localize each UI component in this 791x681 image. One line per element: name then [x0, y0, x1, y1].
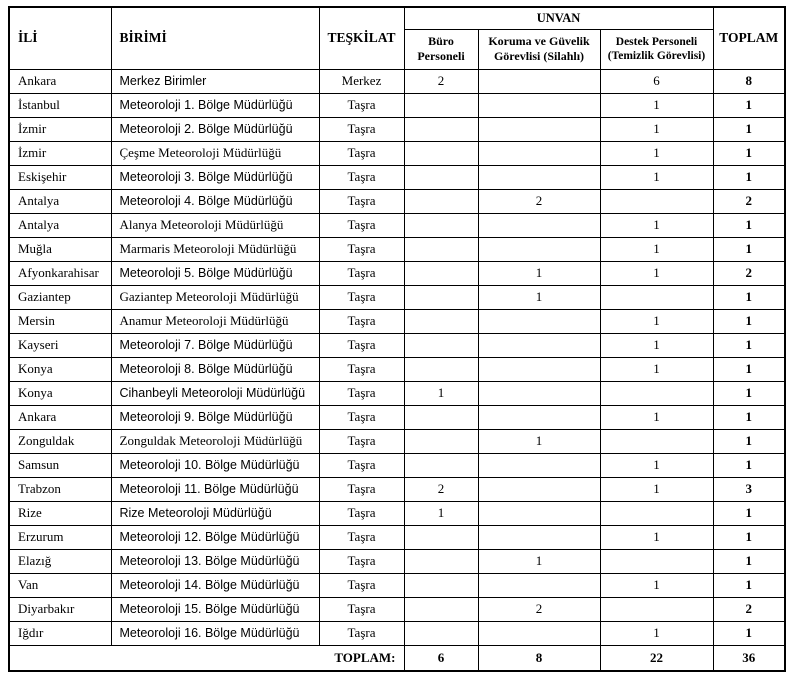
- header-toplam: TOPLAM: [713, 7, 785, 69]
- cell-teskilat: Taşra: [319, 453, 404, 477]
- cell-ili: Gaziantep: [9, 285, 111, 309]
- cell-ili: Mersin: [9, 309, 111, 333]
- cell-teskilat: Taşra: [319, 477, 404, 501]
- cell-koruma: [478, 333, 600, 357]
- cell-destek: [600, 549, 713, 573]
- cell-ili: Antalya: [9, 213, 111, 237]
- cell-koruma: [478, 405, 600, 429]
- cell-buro: [404, 285, 478, 309]
- cell-toplam: 1: [713, 621, 785, 645]
- cell-buro: [404, 621, 478, 645]
- cell-buro: [404, 189, 478, 213]
- cell-destek: [600, 285, 713, 309]
- cell-ili: Van: [9, 573, 111, 597]
- cell-ili: Afyonkarahisar: [9, 261, 111, 285]
- table-row: [9, 405, 785, 429]
- cell-buro: [404, 261, 478, 285]
- cell-buro: 1: [404, 381, 478, 405]
- cell-koruma: [478, 93, 600, 117]
- cell-koruma: [478, 477, 600, 501]
- cell-koruma: [478, 165, 600, 189]
- cell-buro: [404, 405, 478, 429]
- cell-koruma: [478, 381, 600, 405]
- cell-birimi: Meteoroloji 2. Bölge Müdürlüğü: [111, 117, 319, 141]
- cell-destek: 1: [600, 333, 713, 357]
- cell-ili: Samsun: [9, 453, 111, 477]
- cell-toplam: 1: [713, 141, 785, 165]
- cell-teskilat: Taşra: [319, 597, 404, 621]
- total-label: TOPLAM:: [9, 645, 404, 671]
- cell-koruma: [478, 141, 600, 165]
- table-row: [9, 189, 785, 213]
- table-row: [9, 333, 785, 357]
- cell-koruma: [478, 117, 600, 141]
- cell-buro: [404, 597, 478, 621]
- cell-birimi: Marmaris Meteoroloji Müdürlüğü: [111, 237, 319, 261]
- cell-koruma: 1: [478, 549, 600, 573]
- cell-teskilat: Taşra: [319, 525, 404, 549]
- cell-birimi: Meteoroloji 15. Bölge Müdürlüğü: [111, 597, 319, 621]
- cell-toplam: 1: [713, 309, 785, 333]
- header-unvan: UNVAN: [404, 7, 713, 29]
- cell-toplam: 1: [713, 429, 785, 453]
- total-koruma: 8: [478, 645, 600, 671]
- total-row: [9, 645, 785, 671]
- cell-buro: [404, 357, 478, 381]
- cell-destek: 1: [600, 237, 713, 261]
- cell-koruma: [478, 621, 600, 645]
- total-destek: 22: [600, 645, 713, 671]
- cell-toplam: 1: [713, 165, 785, 189]
- cell-teskilat: Taşra: [319, 501, 404, 525]
- cell-birimi: Meteoroloji 13. Bölge Müdürlüğü: [111, 549, 319, 573]
- cell-toplam: 3: [713, 477, 785, 501]
- cell-birimi: Meteoroloji 14. Bölge Müdürlüğü: [111, 573, 319, 597]
- cell-destek: [600, 381, 713, 405]
- cell-destek: 6: [600, 69, 713, 93]
- cell-teskilat: Taşra: [319, 381, 404, 405]
- cell-teskilat: Taşra: [319, 93, 404, 117]
- header-koruma-guvenlik: Koruma ve Güvelik Görevlisi (Silahlı): [478, 29, 600, 69]
- cell-birimi: Çeşme Meteoroloji Müdürlüğü: [111, 141, 319, 165]
- cell-destek: [600, 429, 713, 453]
- cell-birimi: Meteoroloji 11. Bölge Müdürlüğü: [111, 477, 319, 501]
- cell-toplam: 1: [713, 501, 785, 525]
- cell-destek: 1: [600, 117, 713, 141]
- cell-buro: [404, 141, 478, 165]
- cell-toplam: 2: [713, 597, 785, 621]
- table-row: [9, 597, 785, 621]
- cell-ili: Eskişehir: [9, 165, 111, 189]
- cell-toplam: 1: [713, 93, 785, 117]
- table-row: [9, 501, 785, 525]
- cell-teskilat: Taşra: [319, 405, 404, 429]
- table-row: [9, 285, 785, 309]
- table-row: [9, 357, 785, 381]
- header-buro-personeli: Büro Personeli: [404, 29, 478, 69]
- cell-ili: İzmir: [9, 141, 111, 165]
- cell-koruma: [478, 357, 600, 381]
- cell-birimi: Meteoroloji 12. Bölge Müdürlüğü: [111, 525, 319, 549]
- cell-destek: 1: [600, 453, 713, 477]
- cell-teskilat: Taşra: [319, 429, 404, 453]
- cell-destek: 1: [600, 621, 713, 645]
- cell-toplam: 1: [713, 357, 785, 381]
- cell-birimi: Cihanbeyli Meteoroloji Müdürlüğü: [111, 381, 319, 405]
- cell-teskilat: Merkez: [319, 69, 404, 93]
- cell-ili: Diyarbakır: [9, 597, 111, 621]
- cell-teskilat: Taşra: [319, 213, 404, 237]
- cell-ili: Ankara: [9, 405, 111, 429]
- cell-destek: 1: [600, 477, 713, 501]
- cell-buro: [404, 333, 478, 357]
- cell-koruma: [478, 213, 600, 237]
- cell-toplam: 1: [713, 573, 785, 597]
- table-row: [9, 525, 785, 549]
- cell-buro: [404, 93, 478, 117]
- cell-buro: [404, 549, 478, 573]
- header-destek-personeli: Destek Personeli (Temizlik Görevlisi): [600, 29, 713, 69]
- cell-destek: [600, 501, 713, 525]
- header-birimi: BİRİMİ: [111, 7, 319, 69]
- table-row: [9, 381, 785, 405]
- table-row: [9, 573, 785, 597]
- cell-koruma: [478, 237, 600, 261]
- cell-ili: Trabzon: [9, 477, 111, 501]
- cell-teskilat: Taşra: [319, 357, 404, 381]
- cell-buro: [404, 309, 478, 333]
- cell-ili: Antalya: [9, 189, 111, 213]
- table-row: [9, 213, 785, 237]
- cell-teskilat: Taşra: [319, 117, 404, 141]
- table-row: [9, 309, 785, 333]
- cell-buro: [404, 429, 478, 453]
- cell-birimi: Meteoroloji 7. Bölge Müdürlüğü: [111, 333, 319, 357]
- cell-ili: Erzurum: [9, 525, 111, 549]
- table-row: [9, 117, 785, 141]
- cell-toplam: 1: [713, 405, 785, 429]
- cell-ili: Rize: [9, 501, 111, 525]
- table-row: [9, 93, 785, 117]
- cell-toplam: 8: [713, 69, 785, 93]
- table-row: [9, 69, 785, 93]
- cell-destek: 1: [600, 573, 713, 597]
- table-row: [9, 261, 785, 285]
- table-body: [9, 69, 785, 645]
- cell-toplam: 1: [713, 525, 785, 549]
- header-ili: İLİ: [9, 7, 111, 69]
- cell-teskilat: Taşra: [319, 261, 404, 285]
- table-row: [9, 621, 785, 645]
- cell-birimi: Meteoroloji 1. Bölge Müdürlüğü: [111, 93, 319, 117]
- cell-buro: [404, 237, 478, 261]
- cell-teskilat: Taşra: [319, 285, 404, 309]
- cell-buro: 2: [404, 477, 478, 501]
- cell-koruma: 1: [478, 429, 600, 453]
- cell-toplam: 1: [713, 213, 785, 237]
- cell-buro: 1: [404, 501, 478, 525]
- header-teskilat: TEŞKİLAT: [319, 7, 404, 69]
- cell-koruma: 2: [478, 189, 600, 213]
- cell-ili: İzmir: [9, 117, 111, 141]
- cell-teskilat: Taşra: [319, 573, 404, 597]
- cell-toplam: 1: [713, 117, 785, 141]
- cell-buro: [404, 165, 478, 189]
- cell-ili: Zonguldak: [9, 429, 111, 453]
- cell-buro: [404, 573, 478, 597]
- cell-birimi: Meteoroloji 10. Bölge Müdürlüğü: [111, 453, 319, 477]
- cell-toplam: 1: [713, 333, 785, 357]
- table-row: [9, 453, 785, 477]
- cell-koruma: [478, 525, 600, 549]
- cell-teskilat: Taşra: [319, 141, 404, 165]
- cell-ili: Iğdır: [9, 621, 111, 645]
- cell-ili: Muğla: [9, 237, 111, 261]
- cell-destek: 1: [600, 165, 713, 189]
- cell-buro: 2: [404, 69, 478, 93]
- table-row: [9, 237, 785, 261]
- cell-teskilat: Taşra: [319, 333, 404, 357]
- total-toplam: 36: [713, 645, 785, 671]
- cell-ili: Ankara: [9, 69, 111, 93]
- cell-ili: Konya: [9, 357, 111, 381]
- cell-birimi: Meteoroloji 9. Bölge Müdürlüğü: [111, 405, 319, 429]
- cell-koruma: [478, 453, 600, 477]
- cell-toplam: 1: [713, 237, 785, 261]
- cell-toplam: 2: [713, 189, 785, 213]
- table-footer: [9, 645, 785, 671]
- cell-destek: 1: [600, 525, 713, 549]
- cell-destek: 1: [600, 309, 713, 333]
- cell-ili: İstanbul: [9, 93, 111, 117]
- table-row: [9, 165, 785, 189]
- table-row: [9, 141, 785, 165]
- total-buro: 6: [404, 645, 478, 671]
- cell-toplam: 1: [713, 453, 785, 477]
- cell-toplam: 1: [713, 285, 785, 309]
- cell-destek: 1: [600, 261, 713, 285]
- cell-birimi: Meteoroloji 5. Bölge Müdürlüğü: [111, 261, 319, 285]
- cell-teskilat: Taşra: [319, 309, 404, 333]
- cell-birimi: Merkez Birimler: [111, 69, 319, 93]
- cell-koruma: [478, 309, 600, 333]
- cell-ili: Kayseri: [9, 333, 111, 357]
- cell-birimi: Gaziantep Meteoroloji Müdürlüğü: [111, 285, 319, 309]
- cell-birimi: Meteoroloji 8. Bölge Müdürlüğü: [111, 357, 319, 381]
- cell-birimi: Zonguldak Meteoroloji Müdürlüğü: [111, 429, 319, 453]
- cell-destek: [600, 189, 713, 213]
- cell-toplam: 1: [713, 549, 785, 573]
- cell-teskilat: Taşra: [319, 237, 404, 261]
- cell-birimi: Alanya Meteoroloji Müdürlüğü: [111, 213, 319, 237]
- cell-koruma: 1: [478, 261, 600, 285]
- cell-koruma: [478, 69, 600, 93]
- cell-koruma: [478, 573, 600, 597]
- cell-teskilat: Taşra: [319, 165, 404, 189]
- cell-teskilat: Taşra: [319, 621, 404, 645]
- table-row: [9, 549, 785, 573]
- personnel-table: [8, 6, 786, 672]
- cell-birimi: Meteoroloji 16. Bölge Müdürlüğü: [111, 621, 319, 645]
- cell-teskilat: Taşra: [319, 189, 404, 213]
- cell-koruma: 2: [478, 597, 600, 621]
- cell-birimi: Meteoroloji 4. Bölge Müdürlüğü: [111, 189, 319, 213]
- table-row: [9, 429, 785, 453]
- cell-destek: 1: [600, 357, 713, 381]
- cell-destek: [600, 597, 713, 621]
- cell-toplam: 1: [713, 381, 785, 405]
- table-row: [9, 477, 785, 501]
- header-row-1: [9, 7, 785, 29]
- cell-toplam: 2: [713, 261, 785, 285]
- cell-koruma: [478, 501, 600, 525]
- cell-buro: [404, 213, 478, 237]
- cell-buro: [404, 453, 478, 477]
- cell-destek: 1: [600, 93, 713, 117]
- cell-buro: [404, 117, 478, 141]
- cell-destek: 1: [600, 213, 713, 237]
- cell-destek: 1: [600, 141, 713, 165]
- cell-koruma: 1: [478, 285, 600, 309]
- cell-birimi: Anamur Meteoroloji Müdürlüğü: [111, 309, 319, 333]
- cell-birimi: Meteoroloji 3. Bölge Müdürlüğü: [111, 165, 319, 189]
- table-header: [9, 7, 785, 69]
- cell-destek: 1: [600, 405, 713, 429]
- cell-buro: [404, 525, 478, 549]
- cell-teskilat: Taşra: [319, 549, 404, 573]
- cell-ili: Konya: [9, 381, 111, 405]
- cell-ili: Elazığ: [9, 549, 111, 573]
- cell-birimi: Rize Meteoroloji Müdürlüğü: [111, 501, 319, 525]
